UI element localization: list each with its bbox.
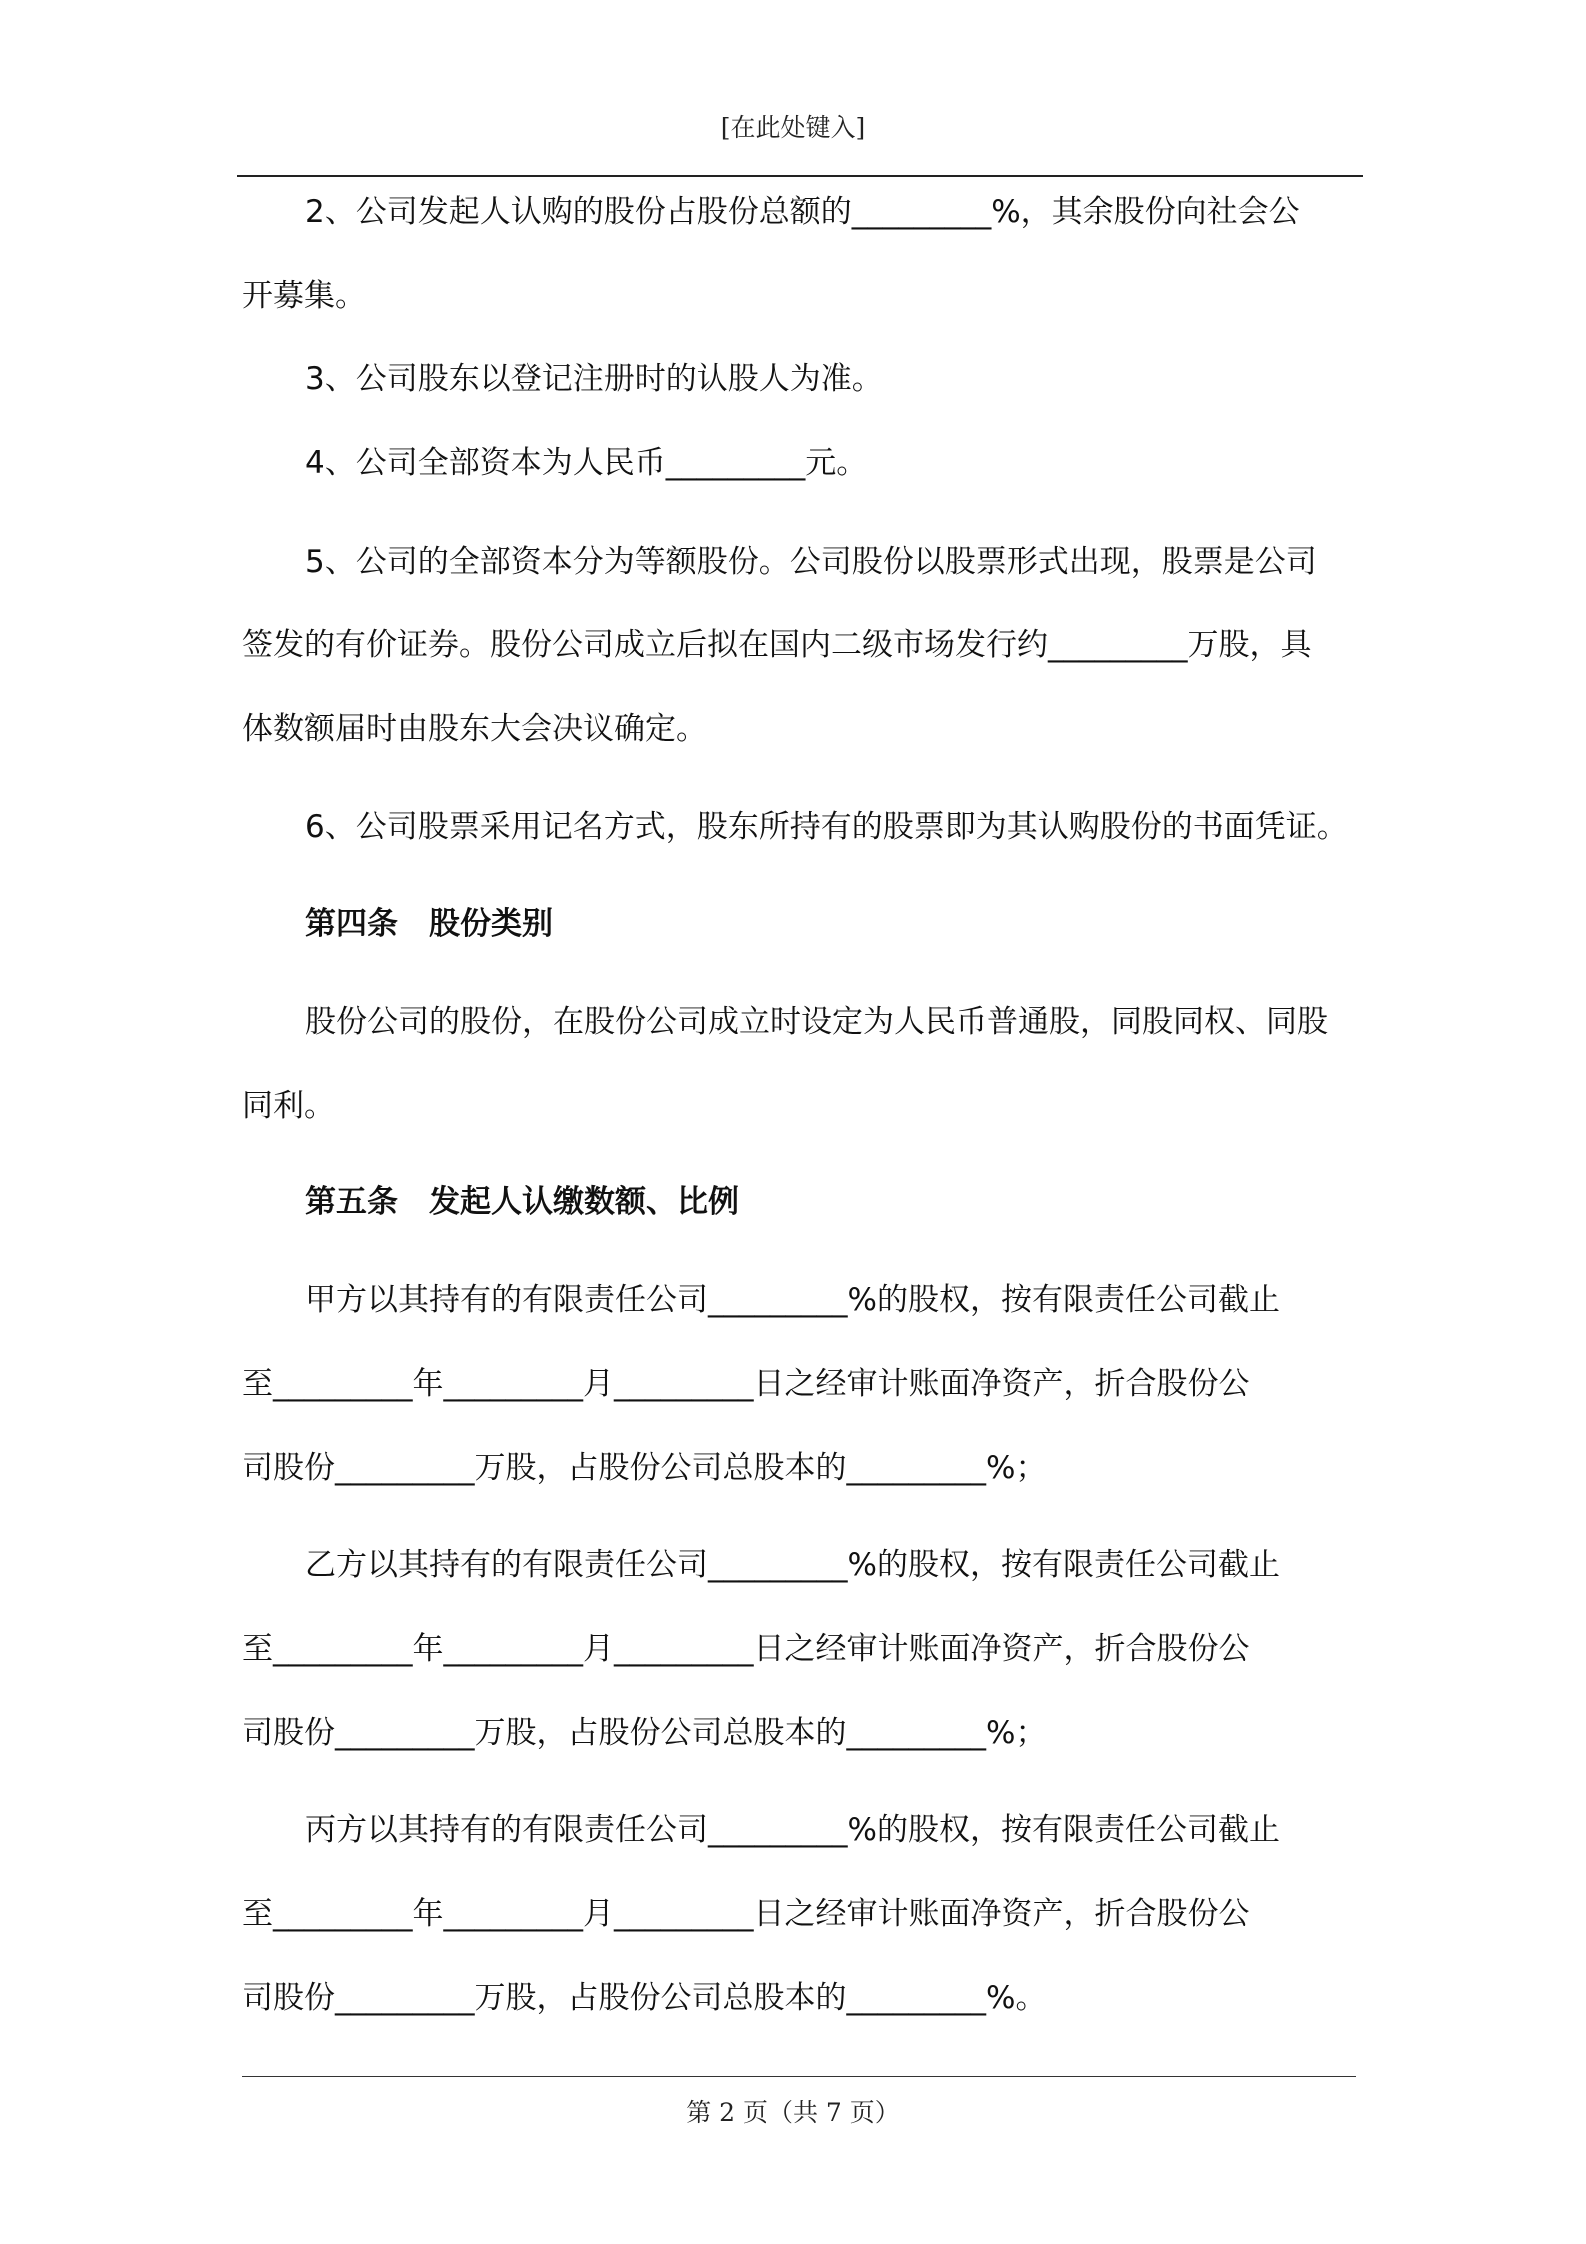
paragraph-line: 乙方以其持有的有限责任公司_________%的股权，按有限责任公司截止 — [305, 1547, 1280, 1583]
paragraph-line: 6、公司股票采用记名方式，股东所持有的股票即为其认购股份的书面凭证。 — [305, 809, 1348, 845]
paragraph-line: 4、公司全部资本为人民币_________元。 — [305, 445, 868, 481]
paragraph-line: 司股份_________万股，占股份公司总股本的_________%； — [242, 1450, 1047, 1486]
header-rule — [237, 175, 1363, 177]
article-heading: 第五条 发起人认缴数额、比例 — [305, 1184, 739, 1220]
paragraph-line: 至_________年_________月_________日之经审计账面净资产，折合股份公 — [242, 1366, 1250, 1402]
page-header: [在此处键入] — [720, 113, 866, 142]
paragraph-line: 司股份_________万股，占股份公司总股本的_________%。 — [242, 1980, 1047, 2016]
paragraph-line: 至_________年_________月_________日之经审计账面净资产，折合股份公 — [242, 1631, 1250, 1667]
article-heading: 第四条 股份类别 — [305, 906, 553, 942]
paragraph-line: 开募集。 — [242, 278, 366, 314]
paragraph-line: 至_________年_________月_________日之经审计账面净资产，折合股份公 — [242, 1896, 1250, 1932]
paragraph-line: 同利。 — [242, 1088, 335, 1124]
paragraph-line: 体数额届时由股东大会决议确定。 — [242, 711, 707, 747]
paragraph-line: 签发的有价证券。股份公司成立后拟在国内二级市场发行约_________万股，具 — [242, 627, 1312, 663]
paragraph-line: 2、公司发起人认购的股份占股份总额的_________%，其余股份向社会公 — [305, 194, 1300, 230]
footer-rule — [242, 2076, 1356, 2077]
paragraph-line: 3、公司股东以登记注册时的认股人为准。 — [305, 361, 883, 397]
paragraph-line: 股份公司的股份，在股份公司成立时设定为人民币普通股，同股同权、同股 — [305, 1004, 1328, 1040]
paragraph-line: 5、公司的全部资本分为等额股份。公司股份以股票形式出现，股票是公司 — [305, 544, 1317, 580]
paragraph-line: 甲方以其持有的有限责任公司_________%的股权，按有限责任公司截止 — [305, 1282, 1280, 1318]
paragraph-line: 丙方以其持有的有限责任公司_________%的股权，按有限责任公司截止 — [305, 1812, 1280, 1848]
page-footer: 第 2 页（共 7 页） — [686, 2098, 900, 2127]
paragraph-line: 司股份_________万股，占股份公司总股本的_________%； — [242, 1715, 1047, 1751]
